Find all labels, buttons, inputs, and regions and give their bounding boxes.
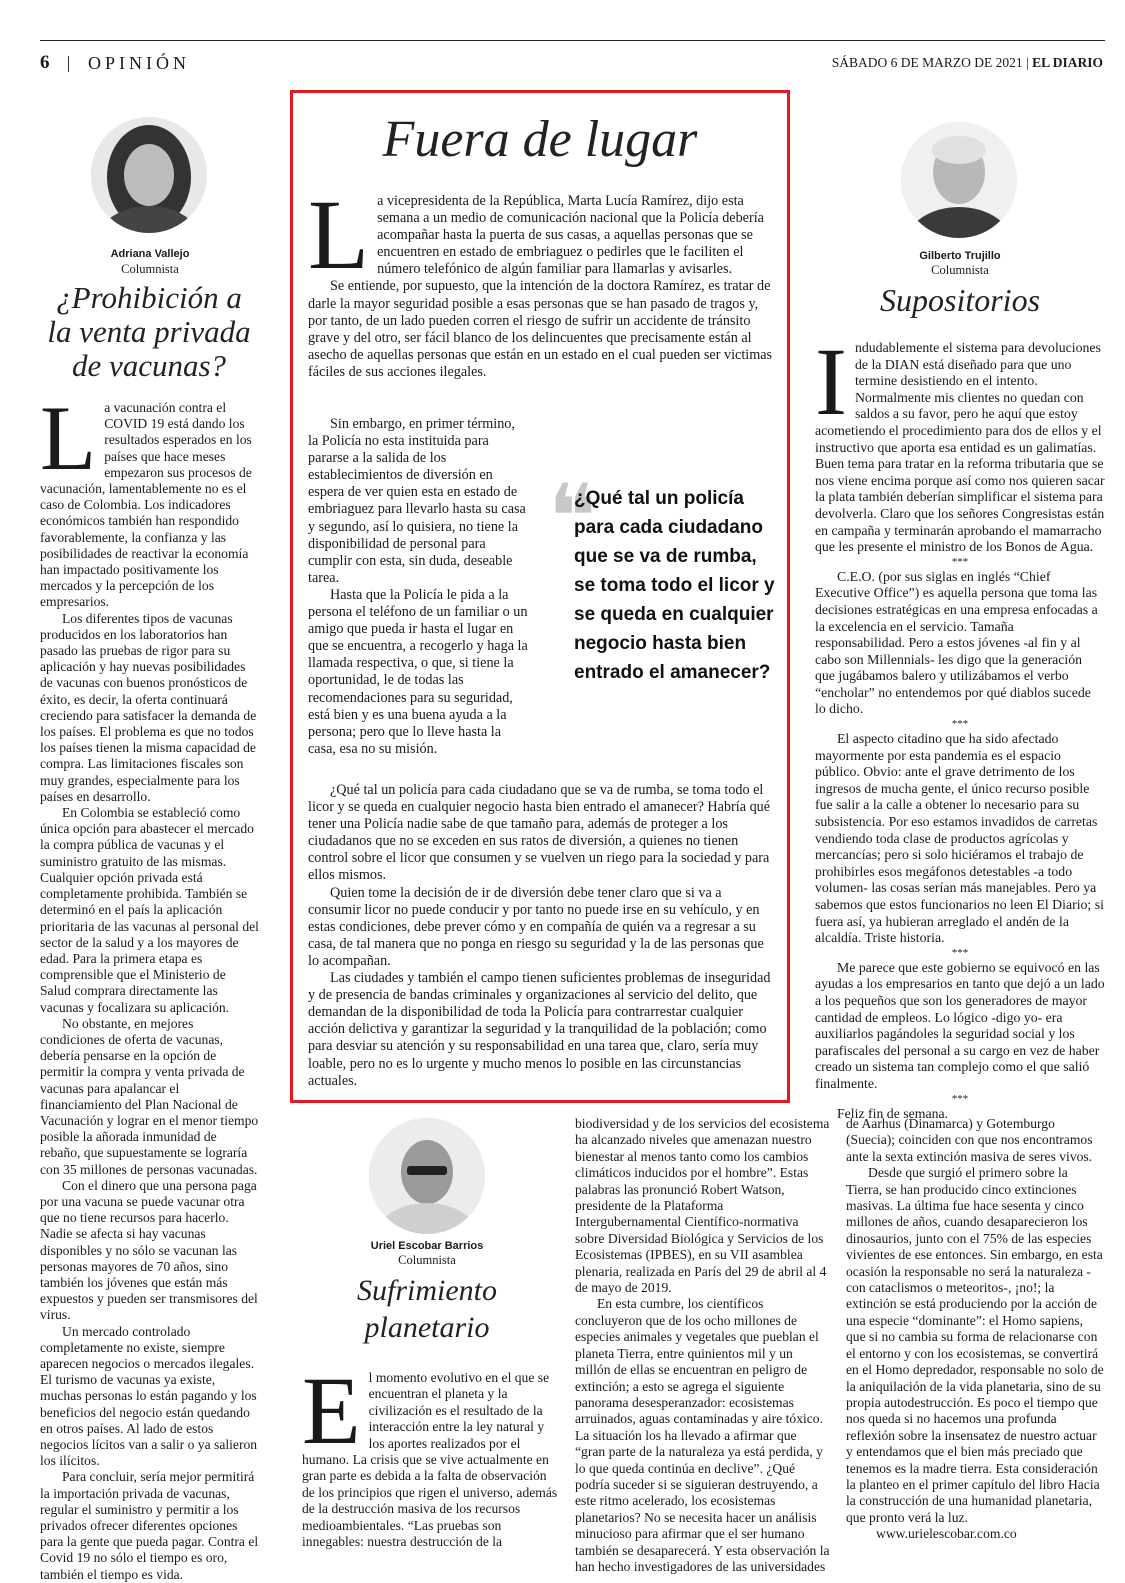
author-name: Adriana Vallejo (110, 248, 190, 260)
dropcap: E (302, 1357, 361, 1464)
header-pipe: | (1026, 55, 1033, 70)
paragraph: a vicepresidenta de la República, Marta Lucía Ramírez, dijo esta semana a un medio de comunicación nacional que la Policía debería acompañar hasta la puerta de sus casas, a aquellas personas que se encuentren en estado de embriaguez o pedirles que le faciliten el número telefónico de algún familiar para llamarlas y avisarles. (377, 193, 764, 278)
column-body (40, 387, 260, 1583)
portrait-image (369, 1118, 485, 1234)
paragraph: Se entiende, por supuesto, que la intención de la doctora Ramírez, es tratar de darle la mayor seguridad posible a esas personas que se han pasado de tragos y, por tanto, de un lado pueden corren el riesgo de sufrir un accidente de tránsito grave y del otro, ser fácil blanco de los delincuentes que precisamente están al asecho de aquellas personas que están en un estado en el cual pueden ser victimas fáciles de sus acciones ilegales. (308, 278, 773, 380)
article-col-1 (302, 1357, 560, 1550)
author-website[interactable]: www.urielescobar.com.co (876, 1526, 1017, 1542)
pullquote: ¿Qué tal un policía para cada ciudadano que se va de rumba, se toma todo el licor y se queda en cualquier negocio hasta bien entrado el amanecer? (574, 488, 775, 683)
paragraph: ¿Qué tal un policía para cada ciudadano que se va de rumba, se toma todo el licor y se queda en cualquier negocio hasta bien entrado el amanecer? Habría qué tener una Policía nadie sabe de que tamaño para, además de proteger a los ciudadanos que no se exceden en sus ratos de diversión, a quienes no tienen control sobre el licor que consumen y se vuelven un riego para la sociedad y para ellos mismos. (308, 782, 771, 884)
paragraph: Para concluir, sería mejor permitirá la importación privada de vacunas, regular el suministro y permitir a los privados ofrecer diferentes opciones para la gente que pueda pagar. Contra el Covid 19 no sólo el tiempo es oro, también el tiempo es vida. (40, 1469, 259, 1582)
paragraph: l momento evolutivo en el que se encuentran el planeta y la civilización es el resultado de la interacción entre la ley natural y los aportes realizados por el humano. La crisis que se vive actualmente en gran parte es debida a la falta de observación de los principios que rigen el universo, además de la destrucción masiva de los recursos medioambientales. “Las pruebas son innegables: nuestra destrucción de la (302, 1370, 558, 1550)
article-intro (308, 179, 774, 381)
article-final-body (308, 782, 774, 1090)
author-photo-adriana (91, 117, 207, 233)
separator: *** (951, 555, 969, 568)
header-divider (68, 56, 69, 72)
author-photo-uriel (369, 1118, 485, 1234)
paragraph: Quien tome la decisión de ir de diversión debe tener claro que si va a consumir licor no puede conducir y por tanto no puede irse en su vehículo, y en estas condiciones, debe prever cómo y en compañía de quién va a regresar a su casa, de tal manera que no ponga en riesgo su seguridad y la de las personas que lo acompañan. (308, 884, 764, 969)
separator: *** (951, 946, 969, 959)
separator: *** (951, 1092, 969, 1105)
newspaper-name: EL DIARIO (1032, 55, 1103, 70)
paragraph: El aspecto citadino que ha sido afectado mayormente por esta pandemia es el espacio público. Obvio: ante el grave detrimento de los ingresos de mucha gente, el único recurso posible fue salir a la calle a obtener lo necesario para su subsistencia. Por eso estamos invadidos de carretas vendiendo toda clase de productos agrícolas y mercancías; pero si solo hiciéramos el trabajo de prohibirles esos megáfonos detestables -a todo volumen- las cosas serían más manejables. Pero ya sabemos que estos funcionarios no leen El Diario; si fuera así, ya hubieran arreglado el andén de la alcaldía. Triste historia. (815, 731, 1104, 946)
paragraph: a vacunación contra el COVID 19 está dando los resultados esperados en los países que hace meses empezaron sus procesos de vacunación, lamentablemente no es el caso de Colombia. Los indicadores económicos también han respondido favorablemente, la confianza y las posibilidades de reactivar la economía han impactado positivamente los mercados y la percepción de los empresarios. (40, 400, 252, 610)
paragraph: Las ciudades y también el campo tienen suficientes problemas de inseguridad y de presencia de bandas criminales y organizaciones al servicio del delito, que demandan de la disponibilidad de toda la Policía para contrarrestar cualquier acción delictiva y garantizar la seguridad y la tranquilidad de la población; como para desviar su atención y su responsabilidad en una tarea que, claro, sería muy loable, pero no es lo urgente y mucho menos lo posible en las circunstancias actuales. (308, 970, 771, 1089)
portrait-image (901, 122, 1017, 238)
article-title: Sufrimiento planetario (357, 1274, 497, 1344)
quote-mark-icon: ❝ (548, 465, 597, 570)
article-title: Fuera de lugar (382, 111, 698, 168)
author-role: Columnista (398, 1253, 456, 1267)
paragraph: ndudablemente el sistema para devoluciones de la DIAN está diseñado para que uno termine desistiendo en el intento. Normalmente mis clientes no quedan con saldos a su favor, pero he aquí que estoy acometiendo el procedimiento para dos de ellos y el instructivo que aporta esa entidad es un galimatías. Buen tema para tratar en la reforma tributaria que se nos viene encima porque así como nos quieren sacar la plata también deberían simplificar el sistema para devolverla. Claro que los señores Congresistas están en campaña y terminarán aprobando el mamarracho que les presente el ministro de los Bonos de Agua. (815, 340, 1105, 555)
column-title: Supositorios (879, 282, 1041, 318)
author-role: Columnista (121, 262, 179, 276)
article-col-3 (846, 1116, 1104, 1543)
paragraph: En Colombia se estableció como única opción para abastecer el mercado la compra pública de vacunas y el suministro gratuito de las mismas. Cualquier opción privada está completamente prohibida. También se determinó en el país la aplicación prioritaria de las vacunas al personal del sector de la salud y a los mayores de edad. Para la primera etapa es comprensible que el Ministerio de Salud comprara directamente las vacunas y focalizara su aplicación. (40, 805, 259, 1015)
header-rule (40, 40, 1105, 41)
article-col-2 (575, 1116, 830, 1575)
paragraph: Los diferentes tipos de vacunas producidos en los laboratorios han pasado las pruebas de rigor para su aplicación y hay nuevas posibilidades de vacunas con buenos pronósticos de éxito, es decir, la oferta continuará creciendo para satisfacer la demanda de los países. El problema es que no todos los países tienen la misma capacidad de compra. Las limitaciones fiscales son muy grandes, especialmente para los países en desarrollo. (40, 610, 257, 804)
issue-date: SÁBADO 6 DE MARZO DE 2021 (831, 55, 1023, 70)
author-name: Gilberto Trujillo (919, 250, 1001, 262)
page-number: 6 (40, 52, 50, 73)
section-name: OPINIÓN (88, 53, 190, 73)
column-body (815, 328, 1105, 1122)
paragraph: C.E.O. (por sus siglas en inglés “Chief Executive Office”) es aquella persona que toma las decisiones estratégicas en una empresa enfocadas a la excelencia en el servicio. Tamaña responsabilidad. Pero a estos jóvenes -al fin y al cabo son Millennials- les digo que la generación que jugábamos balero y utilizábamos el verbo “encholar” no entendemos por qué diablos sucede lo dicho. (815, 568, 1098, 717)
author-name: Uriel Escobar Barrios (370, 1240, 484, 1252)
paragraph: Sin embargo, en primer término, la Policía no esta instituida para pararse a la salida de los establecimientos de diversión en espera de ver quien esta en estado de embriaguez para llevarlo hasta su casa y segundo, así lo quisiera, no tiene la disponibilidad de personal para cumplir con esta, sin duda, deseable tarea. (308, 416, 526, 586)
paragraph: Me parece que este gobierno se equivocó en las ayudas a los empresarios en tanto que dejó a un lado a los pequeños que son los generadores de mayor cantidad de empleos. Lo lógico -digo yo- era auxiliarlos pagándoles la seguridad social y los parafiscales del personal a su cargo en vez de haber creado un sistema tan complejo como el que salió finalmente. (815, 959, 1105, 1091)
author-photo-gilberto (901, 122, 1017, 238)
paragraph: Feliz fin de semana. (837, 1105, 949, 1121)
paragraph: Hasta que la Policía le pida a la persona el teléfono de un familiar o un amigo que pueda ir hasta el lugar en que se encuentra, a recogerlo y haga la llamada respectiva, o que, si tiene la oportunidad, le de todas las recomendaciones para su seguridad, está bien y es una buena ayuda a la persona; pero que lo lleve hasta la casa, esa no su misión. (308, 586, 528, 757)
paragraph: de Aarhus (Dinamarca) y Gotemburgo (Suecia); coinciden con que nos encontramos ante la sexta extinción masiva de seres vivos. (846, 1116, 1093, 1164)
author-role: Columnista (931, 263, 989, 277)
header-date-line (832, 55, 1103, 71)
paragraph: biodiversidad y de los servicios del ecosistema ha alcanzado niveles que amenazan nuestro bienestar al menos tanto como los cambios climáticos inducidos por el hombre”. Estas palabras las pronunció Robert Watson, presidente de la Plataforma Intergubernamental Científico-normativa sobre Diversidad Biológica y Servicios de los Ecosistemas (IPBES), en su VII asamblea plenaria, realizada en París del 29 de abril al 4 de mayo de 2019. (575, 1116, 830, 1296)
dropcap: L (40, 387, 97, 489)
paragraph: Con el dinero que una persona paga por una vacuna se puede vacunar otra que no tiene recursos para hacerlo. Nadie se afecta si hay vacunas disponibles y no sólo se vacunan las personas mayores de 70 años, sino también los jóvenes que están más expuestos y pueden ser transmisores del virus. (40, 1177, 258, 1323)
separator: *** (951, 718, 969, 731)
portrait-image (91, 117, 207, 233)
dropcap: I (815, 328, 847, 435)
article-narrow-body (308, 416, 528, 758)
paragraph: Desde que surgió el primero sobre la Tierra, se han producido cinco extinciones masivas. La última fue hace sesenta y cinco millones de años, cuando desaparecieron los dinosaurios, junto con el 75% de las especies vivientes de ese entonces. Sin embargo, en esta ocasión la responsable no será la naturaleza -con cataclismos o meteoritos-, ¡no!; la extinción se está produciendo por la acción de una especie “dominante”: el Homo sapiens, que si no cambia su forma de relacionarse con el entorno y con los ecosistemas, se convertirá en el Homo depredador, responsable no solo de la aniquilación de la vida planetaria, sino de su propia autodestrucción. Es poco el tiempo que nos queda si no hacemos una profunda reflexión sobre la insensatez de nuestro actuar y entendamos que el bien más preciado que tenemos es la madre tierra. Esta consideración la planteo en el primer capítulo del libro Hacia la construcción de una humanidad planetaria, que pronto verá la luz. (846, 1165, 1104, 1525)
paragraph: En esta cumbre, los científicos concluyeron que de los ocho millones de especies animales y vegetales que pueblan el planeta Tierra, entre quinientos mil y un millón de ellas se encuentran en peligro de extinción; a esto se agrega el siguiente panorama desesperanzador: ecosistemas arruinados, aguas contaminadas y aire tóxico. La situación los ha llevado a afirmar que “gran parte de la naturaleza ya está perdida, y lo que queda continúa en declive”. ¿Qué podría suceder si se siguieran destruyendo, a este ritmo acelerado, los ecosistemas planetarios? No se necesita hacer un análisis minucioso para afirmar que el ser humano también se desaparecerá. Y esta observación la han hecho investigadores de las universidades (575, 1296, 830, 1574)
column-title: ¿Prohibición a la venta privada de vacunas? (47, 280, 251, 383)
dropcap: L (308, 179, 370, 290)
paragraph: No obstante, en mejores condiciones de oferta de vacunas, debería pensarse en la opción de permitir la compra y venta privada de vacunas para apalancar el financiamiento del Plan Nacional de Vacunación y lograr en el menor tiempo posible la añorada inmunidad de rebaño, que supuestamente se lograría con 35 millones de personas vacunadas. (40, 1015, 259, 1177)
paragraph: Un mercado controlado completamente no existe, siempre aparecen negocios o mercados ilegales. El turismo de vacunas ya existe, muchas personas lo están pagando y los beneficios del negocio están quedando en otros países. Al lado de estos negocios lícitos van a salir o ya salieron los ilícitos. (40, 1323, 258, 1469)
